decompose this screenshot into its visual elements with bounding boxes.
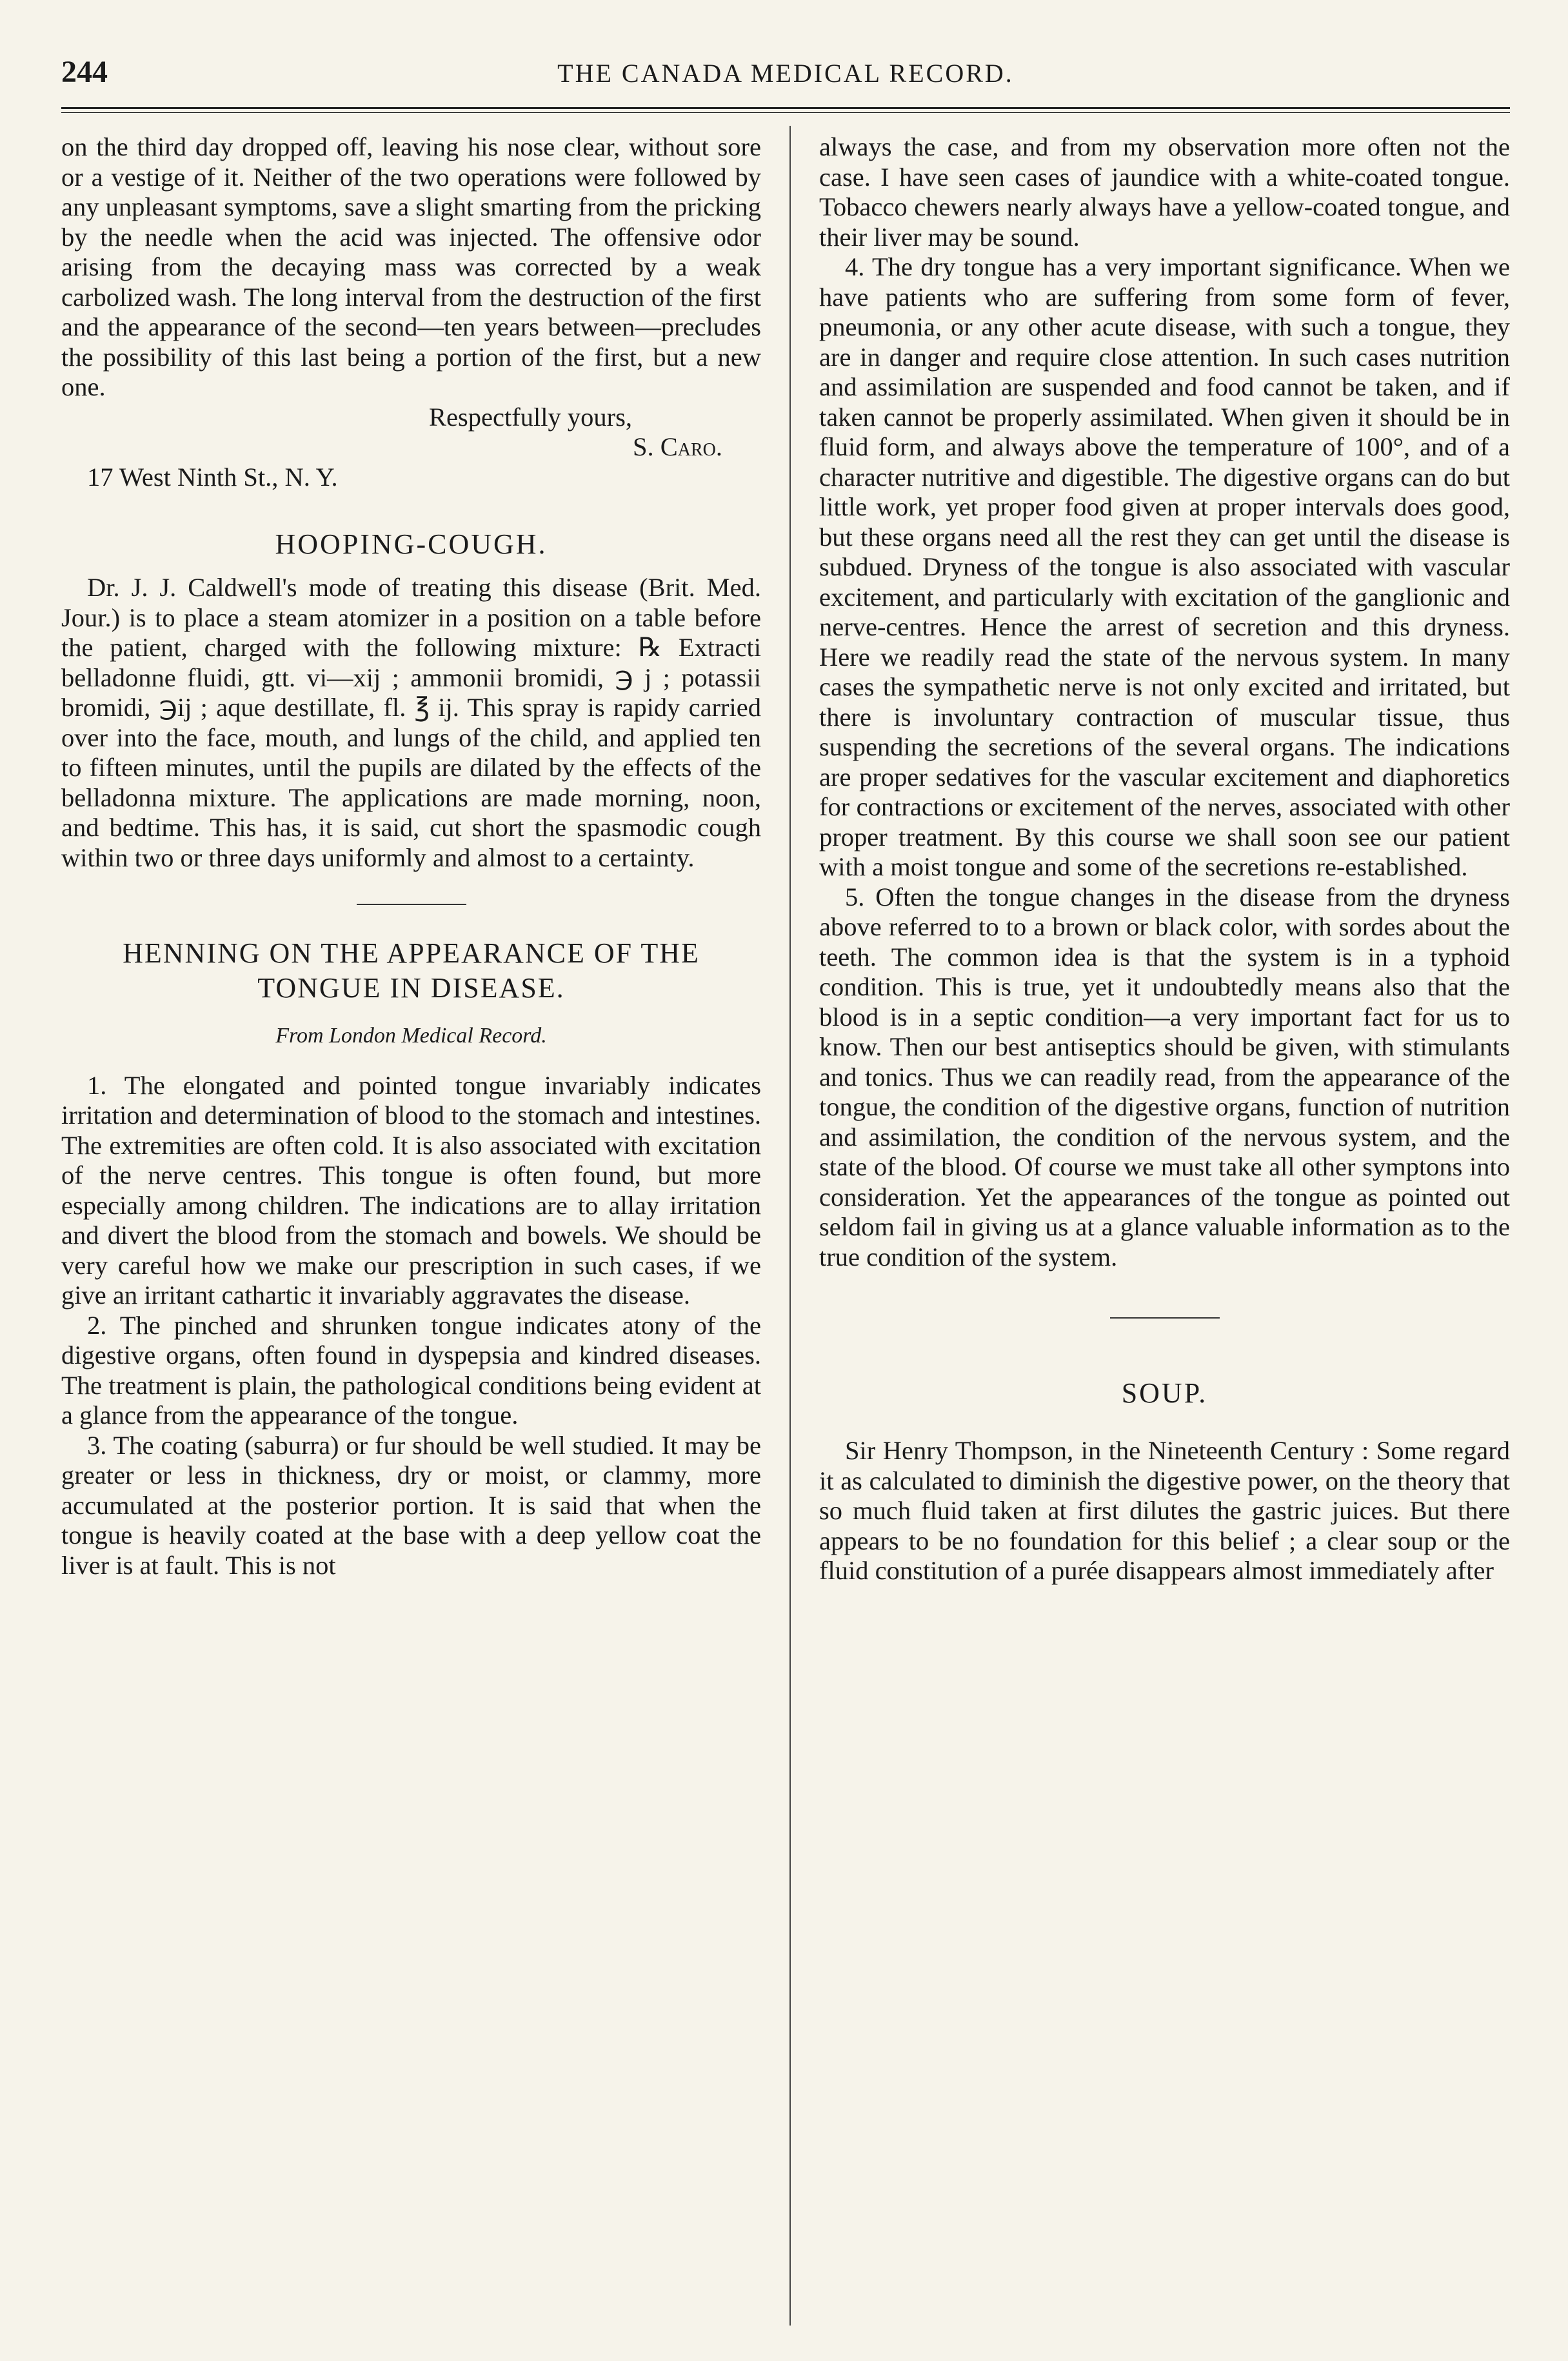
soup-paragraph: Sir Henry Thompson, in the Nineteenth Century : Some regard it as calculated to diminish the digestive power, on the theory that so much fluid taken at first dilutes the gastric juices. But there appears to be no foundation for this belief ; a clear soup or the fluid constitution of a purée disappears almost immediately after	[819, 1436, 1510, 1585]
tongue-item-2: 2. The pinched and shrunken tongue indicates atony of the digestive organs, often found in dyspepsia and kindred diseases. The treatment is plain, the pathological conditions being evident at a glance from the appearance of the tongue.	[61, 1310, 761, 1430]
hooping-cough-paragraph: Dr. J. J. Caldwell's mode of treating this disease (Brit. Med. Jour.) is to place a steam atomizer in a position on a table before the patient, charged with the following mixture: ℞ Extracti belladonne fluidi, gtt. vi—xij ; ammonii bromidi, ℈ j ; potassii bromidi, ℈ij ; aque destillate, fl. ℥ ij. This spray is rapidy carried over into the face, mouth, and lungs of the child, and applied ten to fifteen minutes, until the pupils are dilated by the effects of the belladonna mixture. The applications are made morning, noon, and bedtime. This has, it is said, cut short the spasmodic cough within two or three days uniformly and almost to a certainty.	[61, 573, 761, 872]
journal-page	[61, 45, 1510, 2329]
article-source: From London Medical Record.	[275, 1024, 547, 1048]
column-divider	[789, 126, 791, 2326]
left-column	[61, 132, 761, 1580]
letter-signoff: Respectfully yours,	[429, 402, 632, 432]
section-separator-right	[1110, 1317, 1220, 1319]
letter-signature: S. Caro.	[632, 432, 722, 461]
continued-paragraph: on the third day dropped off, leaving his nose clear, without sore or a vestige of it. Neither of the two operations were followed by any unpleasant symptoms, save a slight smarting from the pricking by the needle when the acid was injected. The offensive odor arising from the decaying mass was corrected by a weak carbolized wash. The long interval from the destruction of the first and the appearance of the second—ten years between—precludes the possibility of this last being a portion of the first, but a new one.	[61, 132, 761, 401]
header-rule-thin	[61, 112, 1510, 113]
right-column	[819, 132, 1510, 1586]
continued-paragraph-right: always the case, and from my observation more often not the case. I have seen cases of jaundice with a white-coated tongue. Tobacco chewers nearly always have a yellow-coated tongue, and their liver may be sound.	[819, 132, 1510, 252]
article-heading-tongue: HENNING ON THE APPEARANCE OF THE TONGUE IN DISEASE.	[123, 937, 700, 1004]
tongue-item-3: 3. The coating (saburra) or fur should be well studied. It may be greater or less in thickness, dry or moist, or clammy, more accumulated at the posterior portion. It is said that when the tongue is heavily coated at the base with a deep yellow coat the liver is at fault. This is not	[61, 1430, 761, 1580]
running-title: THE CANADA MEDICAL RECORD.	[557, 59, 1014, 88]
tongue-item-1: 1. The elongated and pointed tongue invariably indicates irritation and determination of blood to the stomach and intestines. The extremities are often cold. It is also associated with excitation of the nerve centres. This tongue is often found, but more especially among children. The indications are to allay irritation and divert the blood from the stomach and bowels. We should be very careful how we make our prescription in such cases, if we give an irritant cathartic it invariably aggravates the disease.	[61, 1070, 761, 1310]
tongue-item-4: 4. The dry tongue has a very important significance. When we have patients who are suffering from some form of fever, pneumonia, or any other acute disease, with such a tongue, they are in danger and require close attention. In such cases nutrition and assimilation are suspended and food cannot be taken, and if taken cannot be properly assimilated. When given it should be in fluid form, and always above the temperature of 100°, and of a character nutritive and digestible. The digestive organs can do but little work, yet proper food given at proper intervals does good, but these organs need all the rest they can get until the disease is subdued. Dryness of the tongue is also associated with vascular excitement, and particularly with excitation of the ganglionic and nerve-centres. Hence the arrest of secretion and this dryness. Here we readily read the state of the nervous system. In many cases the sympathetic nerve is not only excited and irritated, but there is involuntary contraction of muscular tissue, thus suspending the secretions of the several organs. The indications are proper sedatives for the vascular excitement and diaphoretics for contractions or excitement of the nerves, associated with other proper treatment. By this course we shall soon see our patient with a moist tongue and some of the secretions re-established.	[819, 252, 1510, 881]
article-heading-hooping-cough: HOOPING-COUGH.	[275, 528, 548, 560]
section-separator	[357, 904, 466, 905]
page-number: 244	[61, 55, 108, 89]
tongue-item-5: 5. Often the tongue changes in the disease from the dryness above referred to to a brown or black color, with sordes about the teeth. The common idea is that the system is in a typhoid condition. This is true, yet it undoubtedly means also that the blood is in a septic condition—a very important fact for us to know. Then our best antiseptics should be given, with stimulants and tonics. Thus we can readily read, from the appearance of the tongue, the condition of the digestive organs, function of nutrition and assimilation, the condition of the nervous system, and the state of the blood. Of course we must take all other symptons into consideration. Yet the appearances of the tongue as pointed out seldom fail in giving us at a glance valuable information as to the true condition of the system.	[819, 882, 1510, 1271]
letter-address: 17 West Ninth St., N. Y.	[87, 462, 338, 492]
header-rule	[61, 107, 1510, 109]
page-header	[61, 45, 1510, 103]
article-heading-soup: SOUP.	[1121, 1377, 1208, 1409]
